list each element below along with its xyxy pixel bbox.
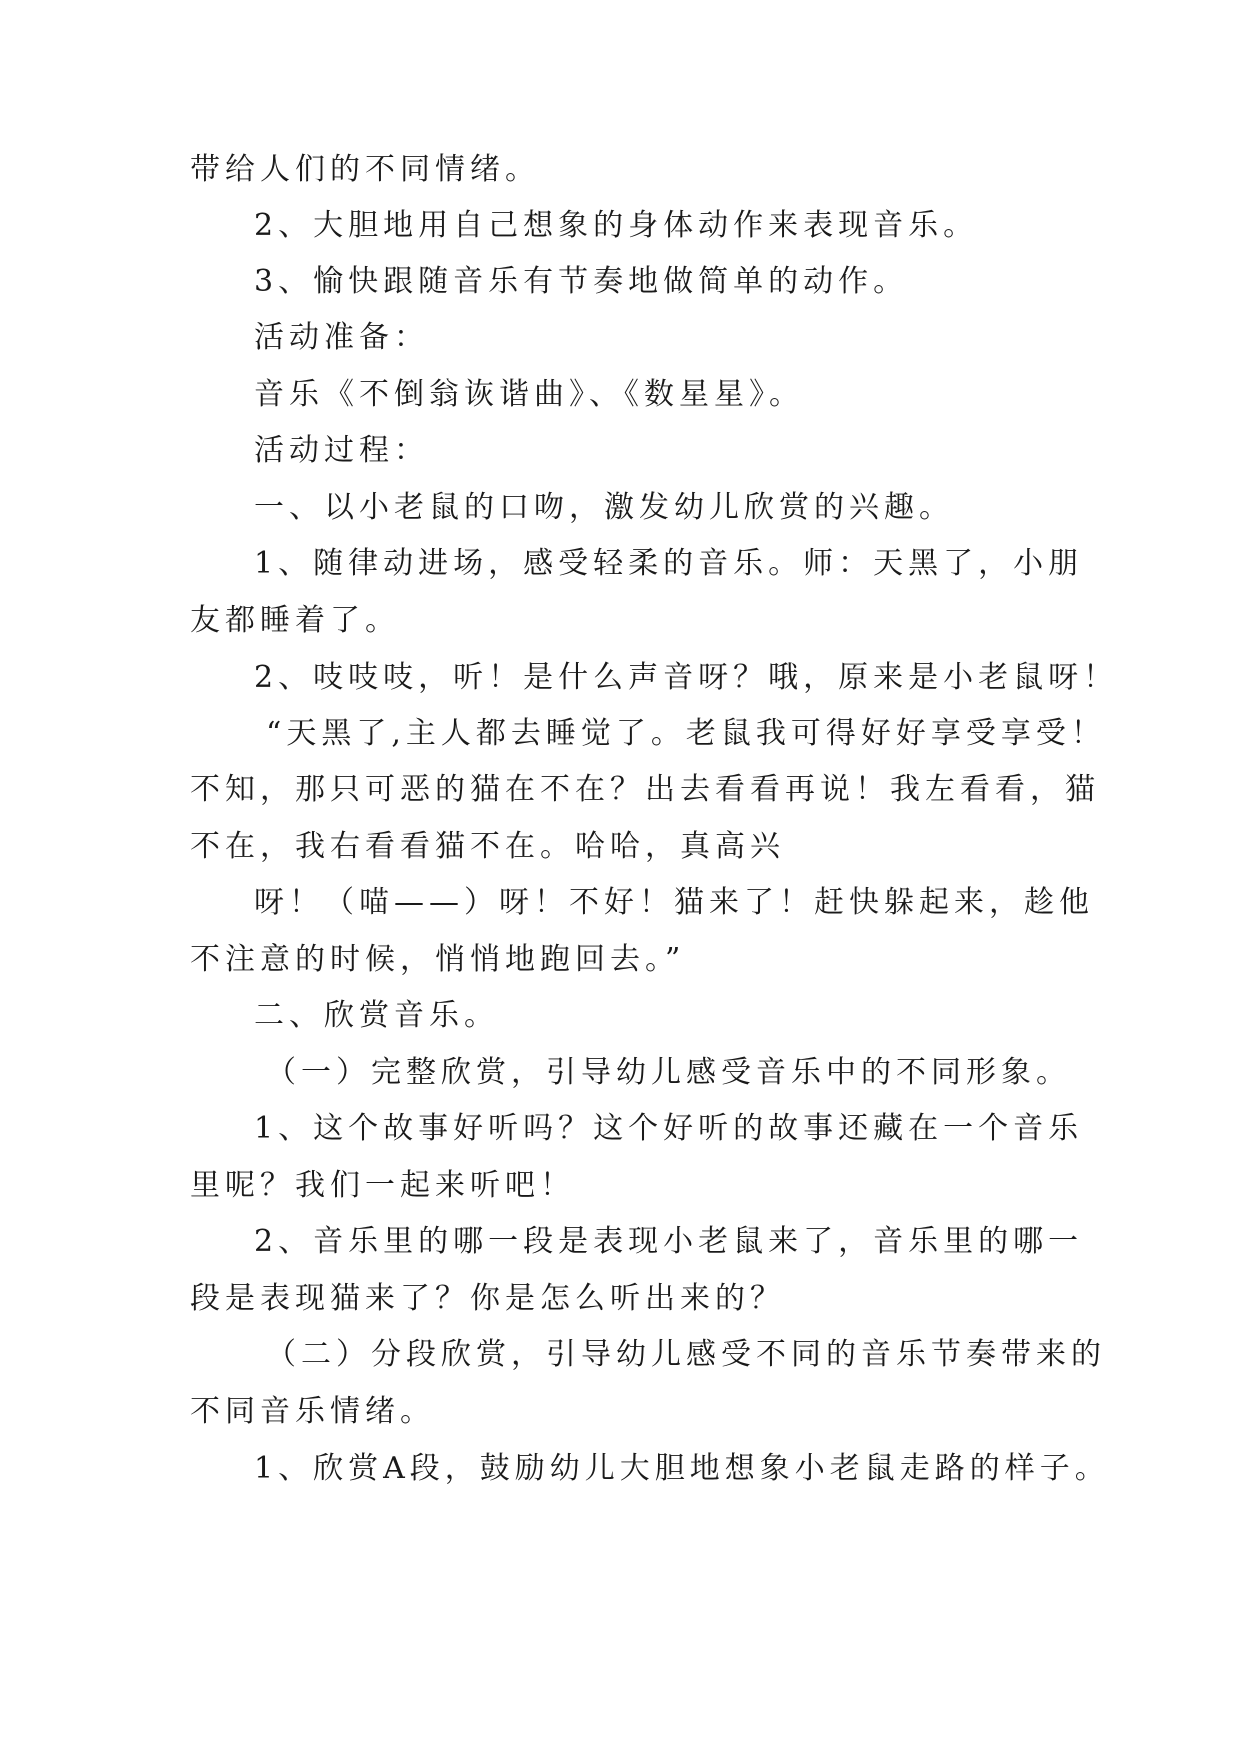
text-line: 呀！（喵——）呀！不好！猫来了！赶快躲起来，趁他 — [254, 885, 1094, 920]
text-line: 1、随律动进场，感受轻柔的音乐。师：天黑了，小朋 — [254, 546, 1084, 581]
text-line: 2、音乐里的哪一段是表现小老鼠来了，音乐里的哪一 — [254, 1224, 1084, 1259]
text-line: 2、大胆地用自己想象的身体动作来表现音乐。 — [254, 208, 979, 243]
text-line: 里呢？我们一起来听吧！ — [190, 1168, 575, 1203]
text-line: 不知，那只可恶的猫在不在？出去看看再说！我左看看，猫 — [190, 772, 1100, 807]
text-line: 二、欣赏音乐。 — [254, 998, 499, 1033]
text-line: 1、欣赏A段，鼓励幼儿大胆地想象小老鼠走路的样子。 — [254, 1451, 1110, 1486]
text-line: （一）完整欣赏，引导幼儿感受音乐中的不同形象。 — [266, 1055, 1071, 1090]
text-line: 友都睡着了。 — [190, 603, 400, 638]
text-line: 活动过程： — [254, 433, 429, 468]
text-line: 活动准备： — [254, 320, 429, 355]
text-line: 不在，我右看看猫不在。哈哈，真高兴 — [190, 829, 785, 864]
text-line: “天黑了,主人都去睡觉了。老鼠我可得好好享受享受！ — [266, 716, 1106, 751]
text-line: 带给人们的不同情绪。 — [190, 152, 540, 187]
text-line: 一、以小老鼠的口吻，激发幼儿欣赏的兴趣。 — [254, 490, 954, 525]
text-line: （二）分段欣赏，引导幼儿感受不同的音乐节奏带来的 — [266, 1337, 1106, 1372]
text-line: 1、这个故事好听吗？这个好听的故事还藏在一个音乐 — [254, 1111, 1084, 1146]
text-line: 段是表现猫来了？你是怎么听出来的？ — [190, 1281, 785, 1316]
text-line: 不注意的时候，悄悄地跑回去。” — [190, 942, 686, 977]
text-line: 3、愉快跟随音乐有节奏地做简单的动作。 — [254, 264, 909, 299]
text-line: 2、吱吱吱，听！是什么声音呀？哦，原来是小老鼠呀！ — [254, 660, 1119, 695]
text-line: 不同音乐情绪。 — [190, 1394, 435, 1429]
text-line: 音乐《不倒翁诙谐曲》、《数星星》。 — [254, 377, 804, 412]
